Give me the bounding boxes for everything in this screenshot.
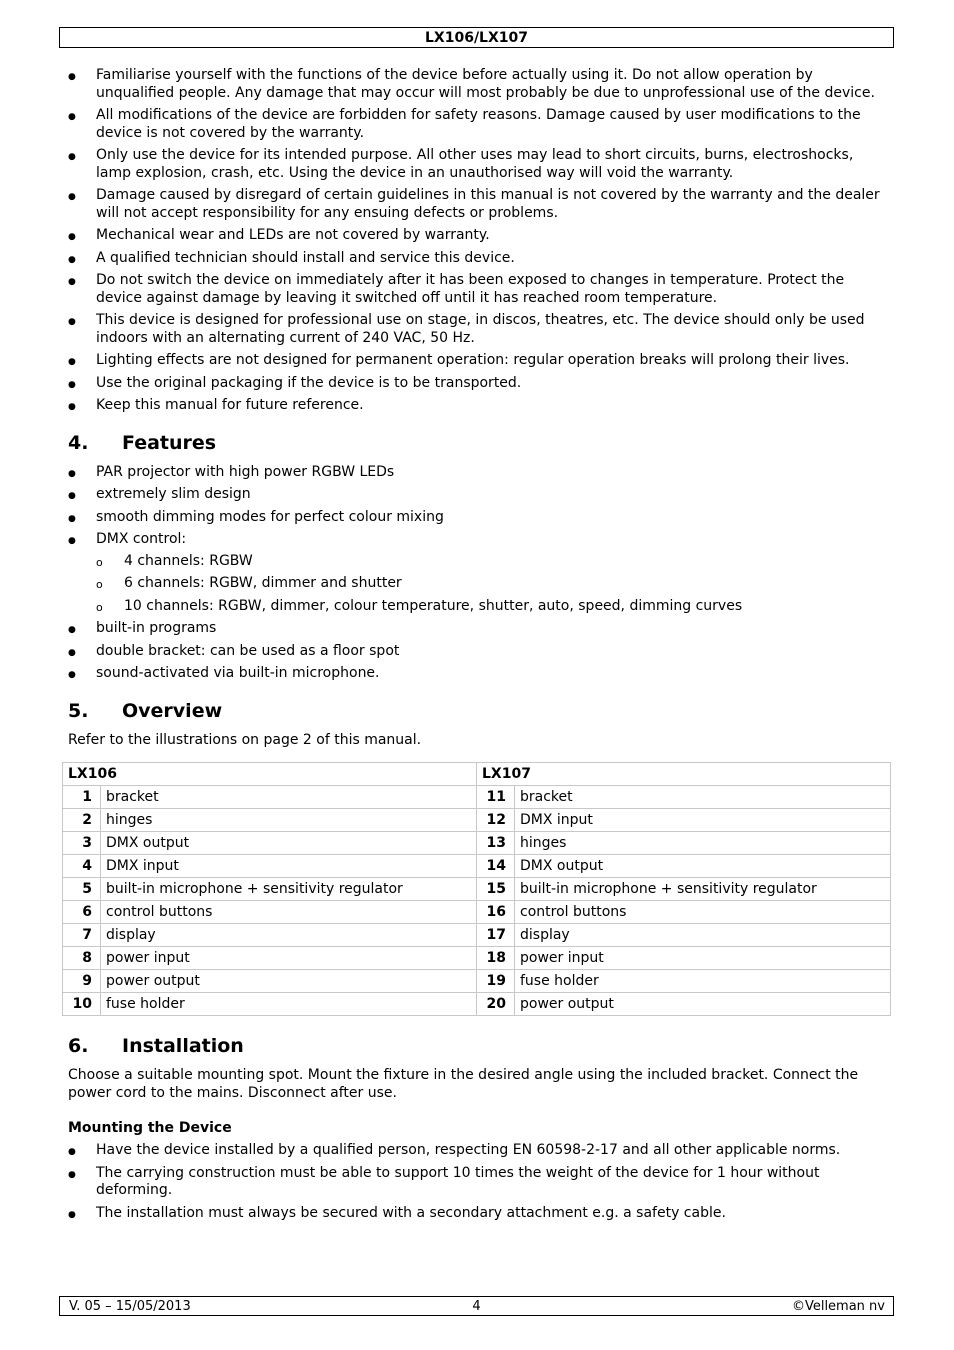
list-item: o 10 channels: RGBW, dimmer, colour temperature, shutter, auto, speed, dimming curves [96, 598, 890, 616]
table-header-row [63, 763, 891, 786]
list-item: ● Use the original packaging if the device is to be transported. [68, 375, 890, 393]
list-item: ● Do not switch the device on immediately after it has been exposed to changes in temperature. Protect the device against damage by leaving it switched off until it has reached room temperature. [68, 272, 890, 307]
installation-heading: 6. Installation [68, 1035, 244, 1057]
footer-version: V. 05 – 15/05/2013 [69, 1299, 191, 1314]
table-row: 6 control buttons 16 control buttons [63, 901, 891, 924]
table-header-lx107: LX107 [477, 763, 891, 786]
overview-heading: 5. Overview [68, 699, 223, 722]
footer-copyright: ©Velleman nv [791, 1299, 885, 1314]
table-header-lx106: LX106 [63, 763, 477, 786]
list-item: ● Keep this manual for future reference. [68, 397, 890, 415]
list-item: o 6 channels: RGBW, dimmer and shutter [96, 575, 890, 593]
list-item: ● A qualified technician should install and service this device. [68, 250, 890, 268]
list-item: ● extremely slim design [68, 486, 890, 504]
table-row: 8 power input 18 power input [63, 947, 891, 970]
list-item: ● All modifications of the device are forbidden for safety reasons. Damage caused by user modifications to the device is not covered by the warranty. [68, 107, 890, 142]
overview-table [62, 762, 891, 1016]
installation-list [68, 1142, 890, 1222]
list-item: ● PAR projector with high power RGBW LEDs [68, 464, 890, 482]
overview-intro: Refer to the illustrations on page 2 of this manual. [68, 731, 422, 748]
mounting-subheading: Mounting the Device [68, 1120, 232, 1136]
list-item: ● The carrying construction must be able to support 10 times the weight of the device for 1 hour without deforming. [68, 1165, 890, 1200]
table-row: 5 built-in microphone + sensitivity regulator 15 built-in microphone + sensitivity regulator [63, 878, 891, 901]
table-row: 1 bracket 11 bracket [63, 786, 891, 809]
page-content [68, 67, 890, 1227]
table-row: 7 display 17 display [63, 924, 891, 947]
list-item: ● Have the device installed by a qualified person, respecting EN 60598-2-17 and all other applicable norms. [68, 1142, 890, 1160]
dmx-sublist [96, 553, 890, 616]
safety-list [68, 67, 890, 415]
installation-intro: Choose a suitable mounting spot. Mount the fixture in the desired angle using the included bracket. Connect the power cord to the mains. Disconnect after use. [68, 1067, 859, 1101]
list-item: ● Lighting effects are not designed for permanent operation: regular operation breaks will prolong their lives. [68, 352, 890, 370]
page-footer [59, 1296, 894, 1316]
table-row: 2 hinges 12 DMX input [63, 809, 891, 832]
list-item: ● sound-activated via built-in microphone. [68, 665, 890, 683]
list-item: ● Familiarise yourself with the functions of the device before actually using it. Do not allow operation by unqualified people. Any damage that may occur will most probably be due to unprofessional use of the device. [68, 67, 890, 102]
table-row: 10 fuse holder 20 power output [63, 993, 891, 1016]
table-row: 4 DMX input 14 DMX output [63, 855, 891, 878]
footer-page-number: 4 [472, 1299, 481, 1314]
list-item: ● smooth dimming modes for perfect colour mixing [68, 509, 890, 527]
table-row: 9 power output 19 fuse holder [63, 970, 891, 993]
list-item: ● The installation must always be secured with a secondary attachment e.g. a safety cable. [68, 1205, 890, 1223]
list-item: ● Mechanical wear and LEDs are not covered by warranty. [68, 227, 890, 245]
list-item: ● Only use the device for its intended purpose. All other uses may lead to short circuits, burns, electroshocks, lamp explosion, crash, etc. Using the device in an unauthorised way will void the warranty. [68, 147, 890, 182]
page-header: LX106/LX107 [59, 27, 894, 48]
list-item: ● DMX control: o 4 channels: RGBW o 6 channels: RGBW, dimmer and shutter o 10 channels: RGBW, dimmer, colour temperature, shutter, auto, speed, dimming curves [68, 531, 890, 615]
list-item: ● This device is designed for professional use on stage, in discos, theatres, etc. The device should only be used indoors with an alternating current of 240 VAC, 50 Hz. [68, 312, 890, 347]
features-heading: 4. Features [68, 431, 217, 454]
table-row: 3 DMX output 13 hinges [63, 832, 891, 855]
list-item: ● Damage caused by disregard of certain guidelines in this manual is not covered by the warranty and the dealer will not accept responsibility for any ensuing defects or problems. [68, 187, 890, 222]
list-item: ● double bracket: can be used as a floor spot [68, 643, 890, 661]
list-item: ● built-in programs [68, 620, 890, 638]
features-list [68, 464, 890, 683]
list-item: o 4 channels: RGBW [96, 553, 890, 571]
